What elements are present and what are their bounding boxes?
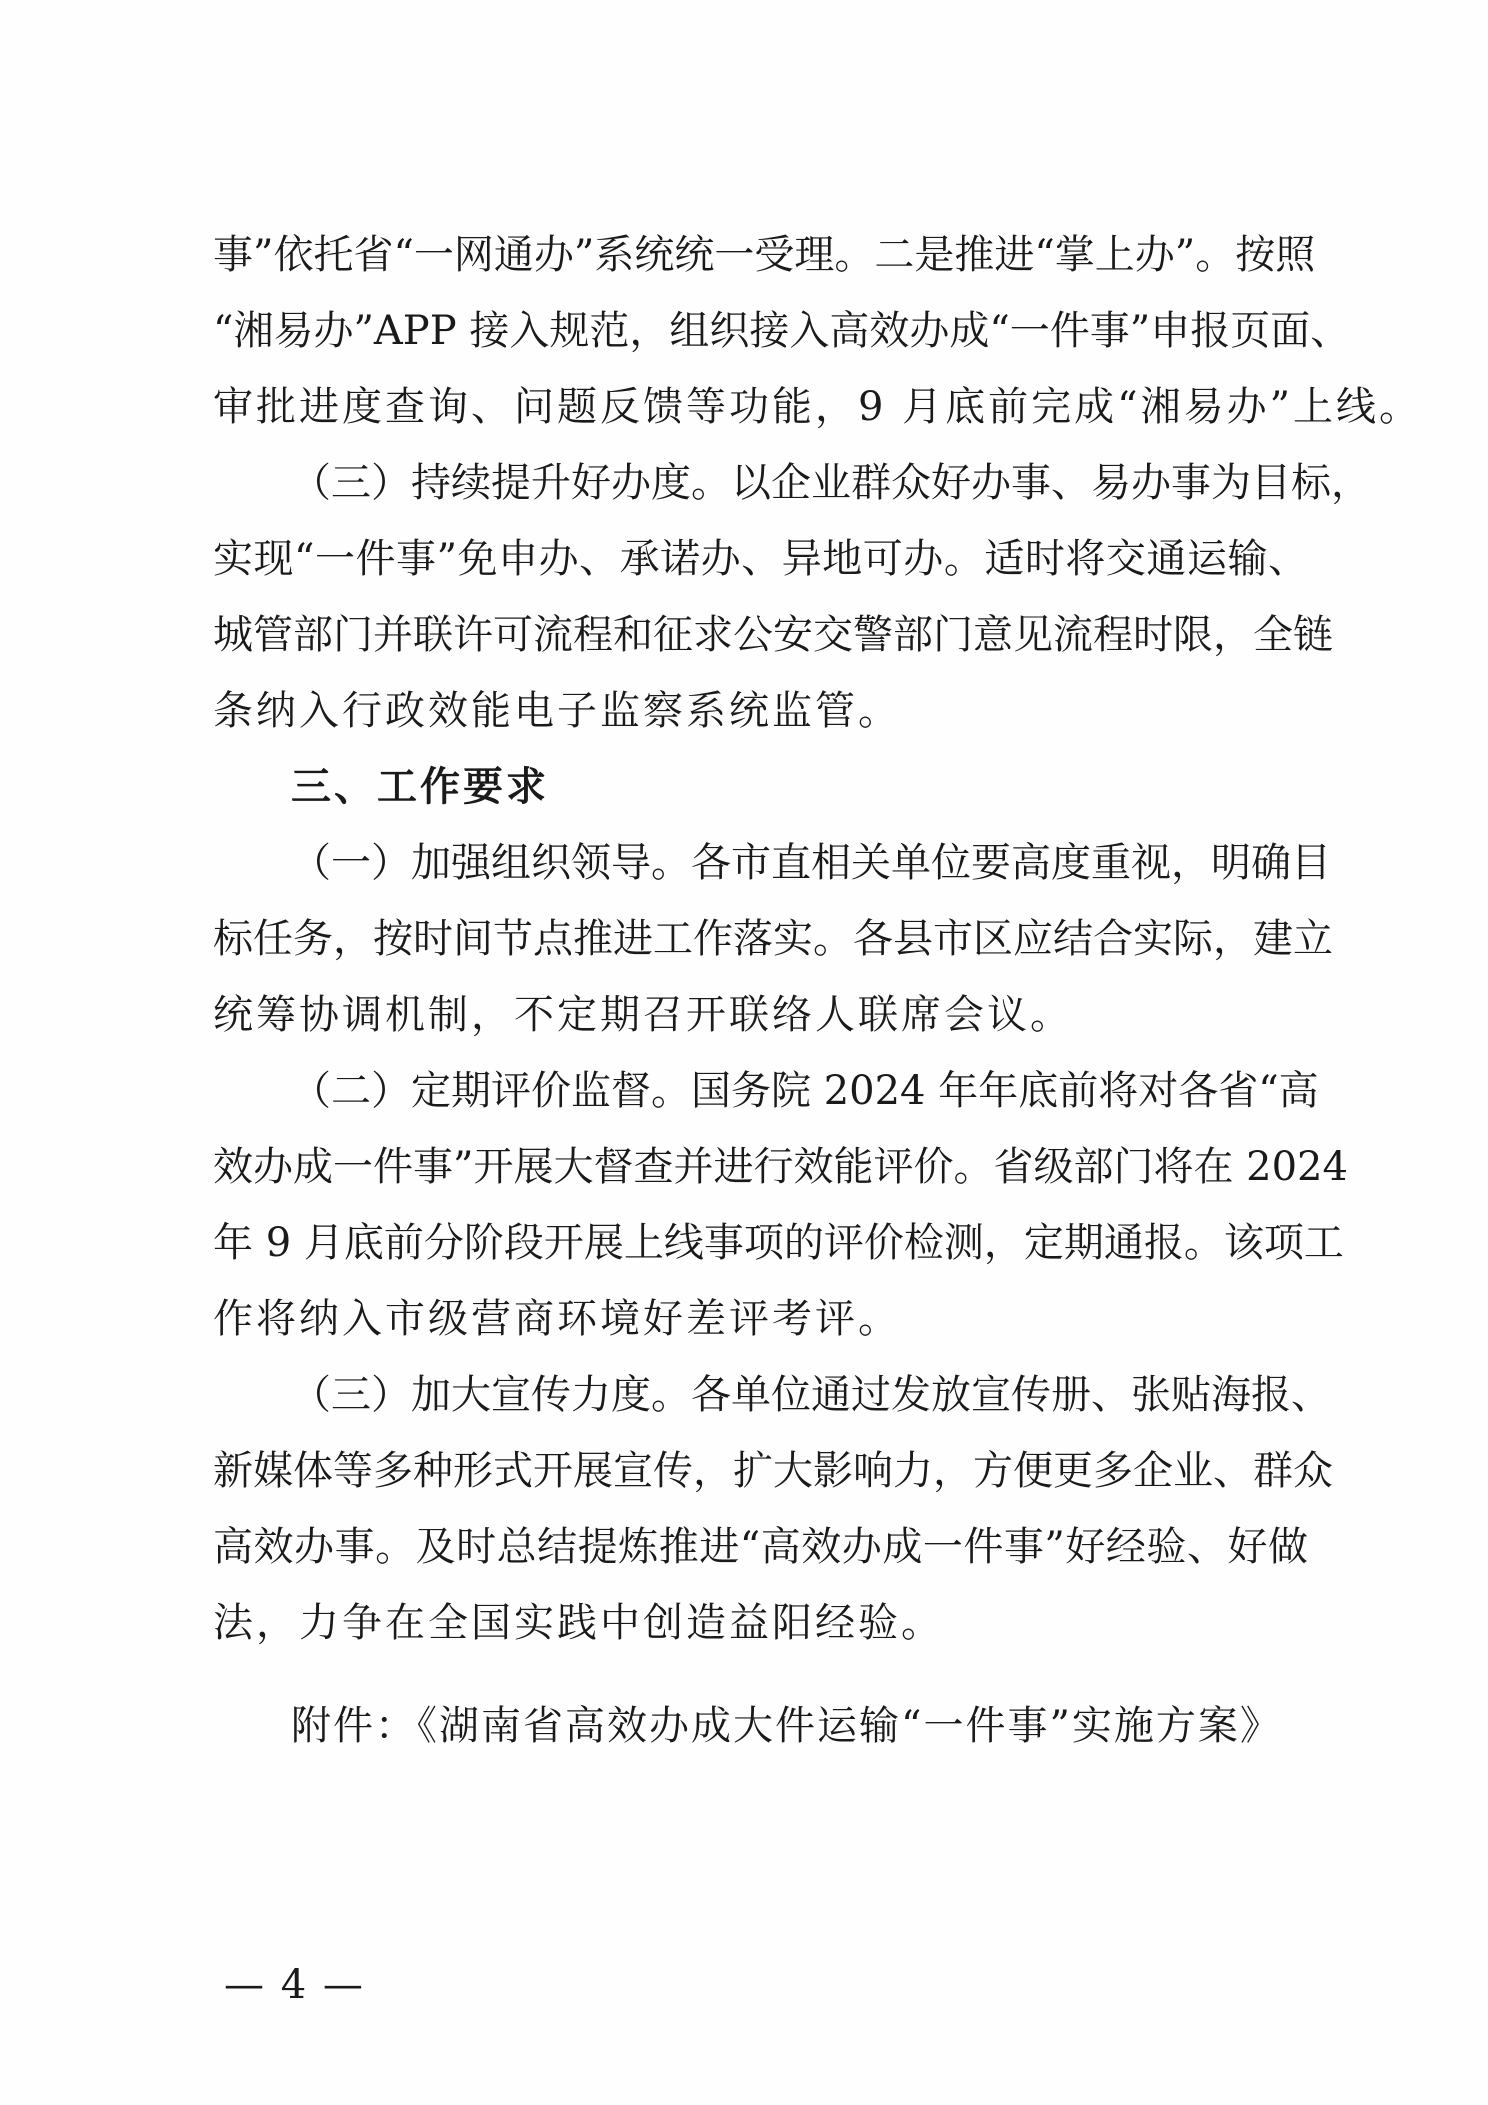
body-text-line: （三）持续提升好办度。以企业群众好办事、易办事为目标， [291,460,1371,506]
section-heading: 三、工作要求 [291,764,549,810]
body-text-line: 年 9 月底前分阶段开展上线事项的评价检测，定期通报。该项工 [213,1220,1344,1266]
body-text-line: 高效办事。及时总结提炼推进“高效办成一件事”好经验、好做 [213,1524,1308,1570]
body-text-line: 城管部门并联许可流程和征求公安交警部门意见流程时限，全链 [213,612,1333,658]
body-text-line: （一）加强组织领导。各市直相关单位要高度重视，明确目 [291,840,1331,886]
body-text-line: 作将纳入市级营商环境好差评考评。 [213,1296,901,1342]
body-text-line: 统筹协调机制，不定期召开联络人联席会议。 [213,992,1073,1038]
body-text-line: 事”依托省“一网通办”系统统一受理。二是推进“掌上办”。按照 [213,232,1316,278]
body-text-line: “湘易办”APP 接入规范，组织接入高效办成“一件事”申报页面、 [213,308,1351,354]
body-text-line: 实现“一件事”免申办、承诺办、异地可办。适时将交通运输、 [213,536,1308,582]
page-number: — 4 — [224,1962,365,2008]
body-text-line: （二）定期评价监督。国务院 2024 年年底前将对各省“高 [291,1068,1319,1114]
body-text-line: 效办成一件事”开展大督查并进行效能评价。省级部门将在 2024 [213,1144,1348,1190]
body-text-line: 条纳入行政效能电子监察系统监管。 [213,688,901,734]
body-text-line: 审批进度查询、问题反馈等功能，9 月底前完成“湘易办”上线。 [213,384,1423,430]
body-text-line: （三）加大宣传力度。各单位通过发放宣传册、张贴海报、 [291,1372,1331,1418]
attachment-note: 附件：《湖南省高效办成大件运输“一件事”实施方案》 [291,1703,1282,1749]
body-text-line: 法，力争在全国实践中创造益阳经验。 [213,1600,944,1646]
body-text-line: 标任务，按时间节点推进工作落实。各县市区应结合实际，建立 [213,916,1333,962]
body-text-line: 新媒体等多种形式开展宣传，扩大影响力，方便更多企业、群众 [213,1448,1333,1494]
